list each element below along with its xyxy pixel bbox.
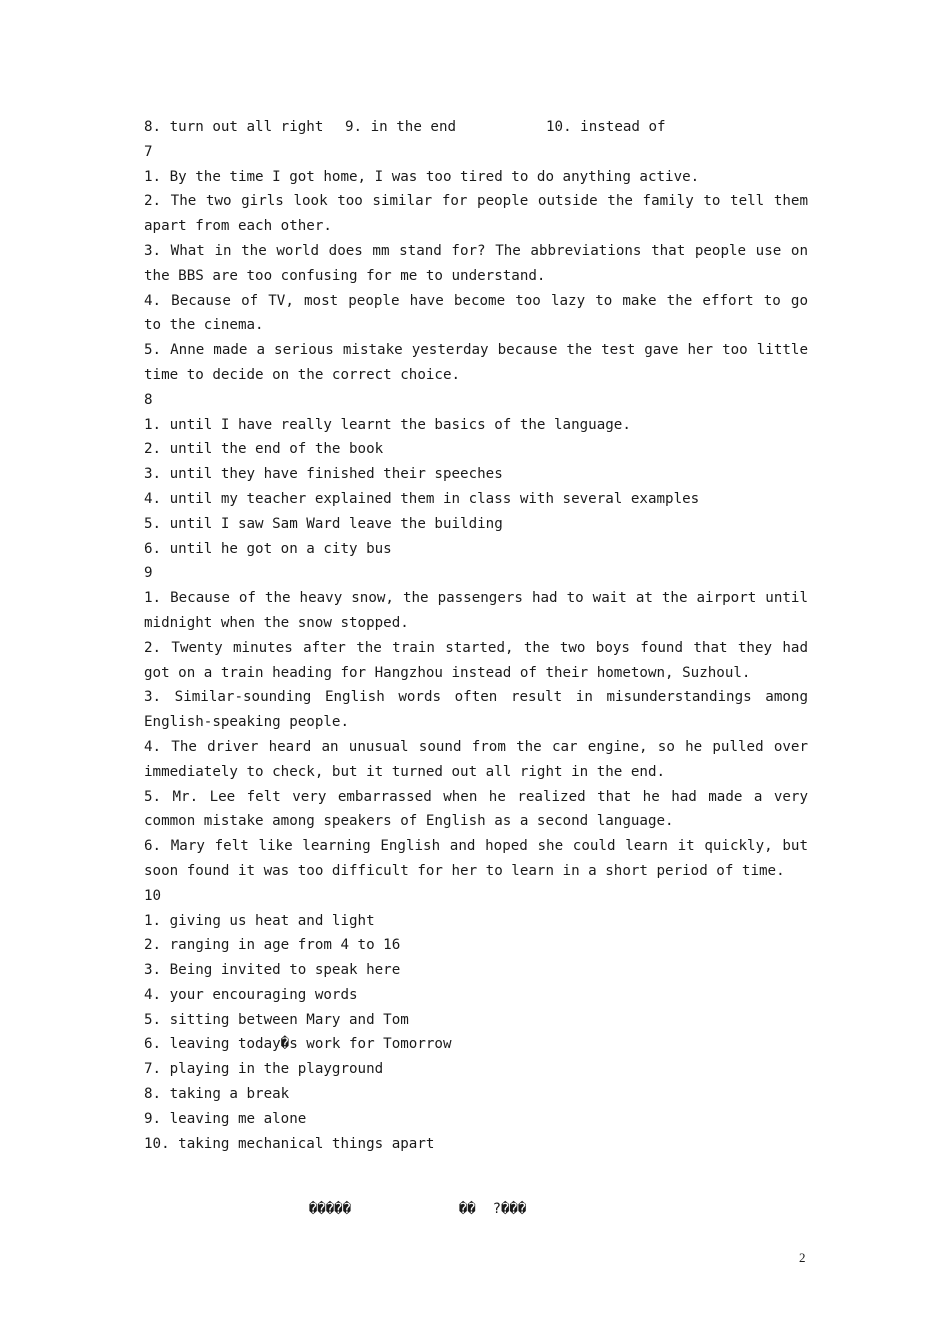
list-item: 7. playing in the playground	[144, 1061, 384, 1078]
list-item: 5. sitting between Mary and Tom	[144, 1011, 409, 1028]
answer-item: 8. turn out all right	[144, 119, 324, 135]
section-heading-10: 10	[144, 887, 162, 904]
list-item: 1. Because of the heavy snow, the passengers had to wait at the airport until midnight when the snow stopped.	[144, 590, 808, 631]
answer-row-6	[144, 115, 808, 140]
footer-right-text: �� ?���	[458, 1201, 527, 1217]
list-item: 6. Mary felt like learning English and hoped she could learn it quickly, but soon found it was too difficult for her to learn in a short period of time.	[144, 838, 808, 879]
list-item: 5. until I saw Sam Ward leave the building	[144, 515, 503, 532]
list-item: 4. The driver heard an unusual sound from the car engine, so he pulled over immediately to check, but it turned out all right in the end.	[144, 738, 808, 780]
section-heading-9: 9	[144, 565, 153, 582]
footer-text	[292, 1185, 526, 1217]
document-body	[144, 115, 808, 1156]
list-item: 4. Because of TV, most people have become too lazy to make the effort to go to the cinema.	[144, 292, 808, 334]
footer-left-text: �����	[308, 1201, 352, 1217]
list-item: 4. until my teacher explained them in class with several examples	[144, 490, 700, 507]
list-item: 8. taking a break	[144, 1086, 290, 1103]
answer-item: 9. in the end	[345, 119, 457, 135]
list-item: 3. What in the world does mm stand for? The abbreviations that people use on the BBS are too confusing for me to understand.	[144, 242, 808, 284]
section-heading-8: 8	[144, 391, 153, 408]
list-item: 5. Anne made a serious mistake yesterday because the test gave her too little time to decide on the correct choice.	[144, 342, 808, 383]
list-item: 1. until I have really learnt the basics of the language.	[144, 416, 631, 433]
list-item: 2. The two girls look too similar for people outside the family to tell them apart from each other.	[144, 193, 808, 235]
answer-item: 10. instead of	[546, 119, 666, 135]
list-item: 10. taking mechanical things apart	[144, 1135, 435, 1152]
list-item: 2. until the end of the book	[144, 441, 384, 458]
list-item: 4. your encouraging words	[144, 986, 358, 1003]
list-item: 2. Twenty minutes after the train started, the two boys found that they had got on a train heading for Hangzhou instead of their hometown, Suzhoul.	[144, 639, 808, 681]
list-item: 5. Mr. Lee felt very embarrassed when he realized that he had made a very common mistake among speakers of English as a second language.	[144, 788, 808, 830]
list-item: 1. By the time I got home, I was too tired to do anything active.	[144, 168, 700, 185]
list-item: 2. ranging in age from 4 to 16	[144, 937, 401, 954]
list-item: 3. Similar-sounding English words often result in misunderstandings among English-speaking people.	[144, 689, 808, 731]
list-item: 9. leaving me alone	[144, 1110, 307, 1127]
list-item: 1. giving us heat and light	[144, 912, 375, 929]
section-heading-7: 7	[144, 143, 153, 160]
list-item: 3. until they have finished their speeches	[144, 466, 503, 483]
list-item: 3. Being invited to speak here	[144, 962, 401, 979]
list-item: 6. leaving today�s work for Tomorrow	[144, 1036, 452, 1053]
list-item: 6. until he got on a city bus	[144, 540, 392, 557]
page-number: 2	[799, 1250, 806, 1265]
